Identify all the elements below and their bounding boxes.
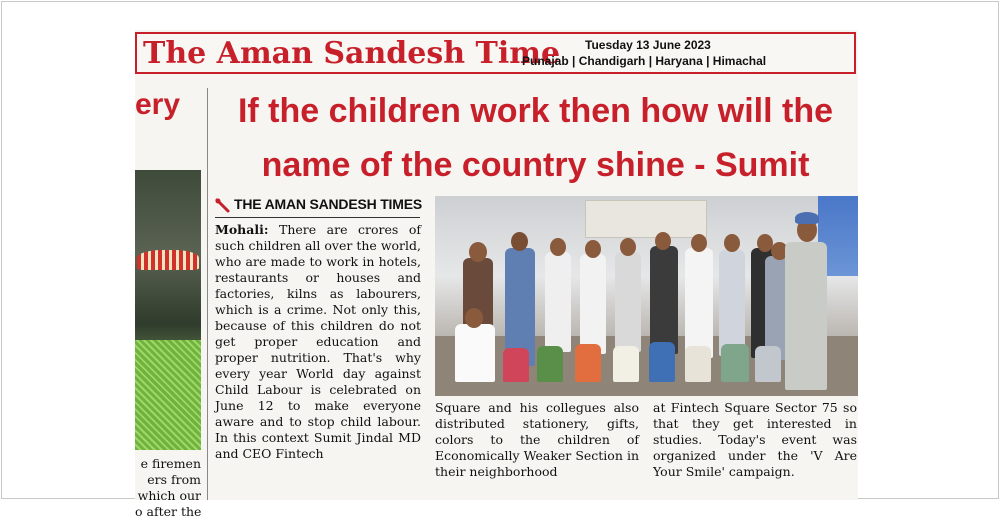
adjacent-article-text [135, 456, 201, 520]
article-column-2: Square and his collegues also distributed stationery, gifts, colors to the children of Economically Weaker Section in their neighborhood [435, 400, 639, 479]
adjacent-article-column [135, 78, 202, 519]
group-photo [435, 196, 858, 396]
article-headline: If the children work then how will the name of the country shine - Sumit [237, 92, 834, 184]
adjacent-text-line: e firemen [140, 456, 201, 471]
column-1-text: There are crores of such children all over the world, who are made to work in hotels, restaurants or houses and factories, kilns as labourers, which is a crime. Not only this, because of this children do not get proper education and proper nutrition. That's why every year World day against Child Labour is celebrated on June 12 to make everyone aware and to stop child labour. In this context Sumit Jindal MD and CEO Fintech [215, 222, 421, 461]
decoration-lamp [137, 250, 199, 270]
column-divider [207, 88, 208, 500]
pen-nib-icon [215, 197, 231, 213]
adjacent-headline-fragment: ery [135, 88, 181, 121]
edition-regions: Punajab | Chandigarh | Haryana | Himachal [522, 54, 767, 68]
issue-date: Tuesday 13 June 2023 [585, 38, 711, 52]
article-column-3: at Fintech Square Sector 75 so that they get interested in studies. Today's event was organized under the 'V Are Your Smile' campaign. [653, 400, 857, 479]
adjacent-text-line: which our [137, 488, 201, 503]
byline-text: THE AMAN SANDESH TIMES [234, 196, 422, 212]
green-mesh [135, 340, 201, 450]
dateline: Mohali: [215, 222, 269, 237]
newspaper-brand: The Aman Sandesh Time [143, 36, 561, 71]
newspaper-clipping [135, 30, 858, 519]
byline [215, 195, 420, 218]
adjacent-text-line: o after the [135, 504, 202, 519]
article-column-1 [215, 222, 421, 462]
wall-banner [585, 200, 707, 238]
adjacent-text-line: ers from [147, 472, 201, 487]
masthead [135, 32, 856, 74]
adjacent-article-photo [135, 170, 201, 450]
